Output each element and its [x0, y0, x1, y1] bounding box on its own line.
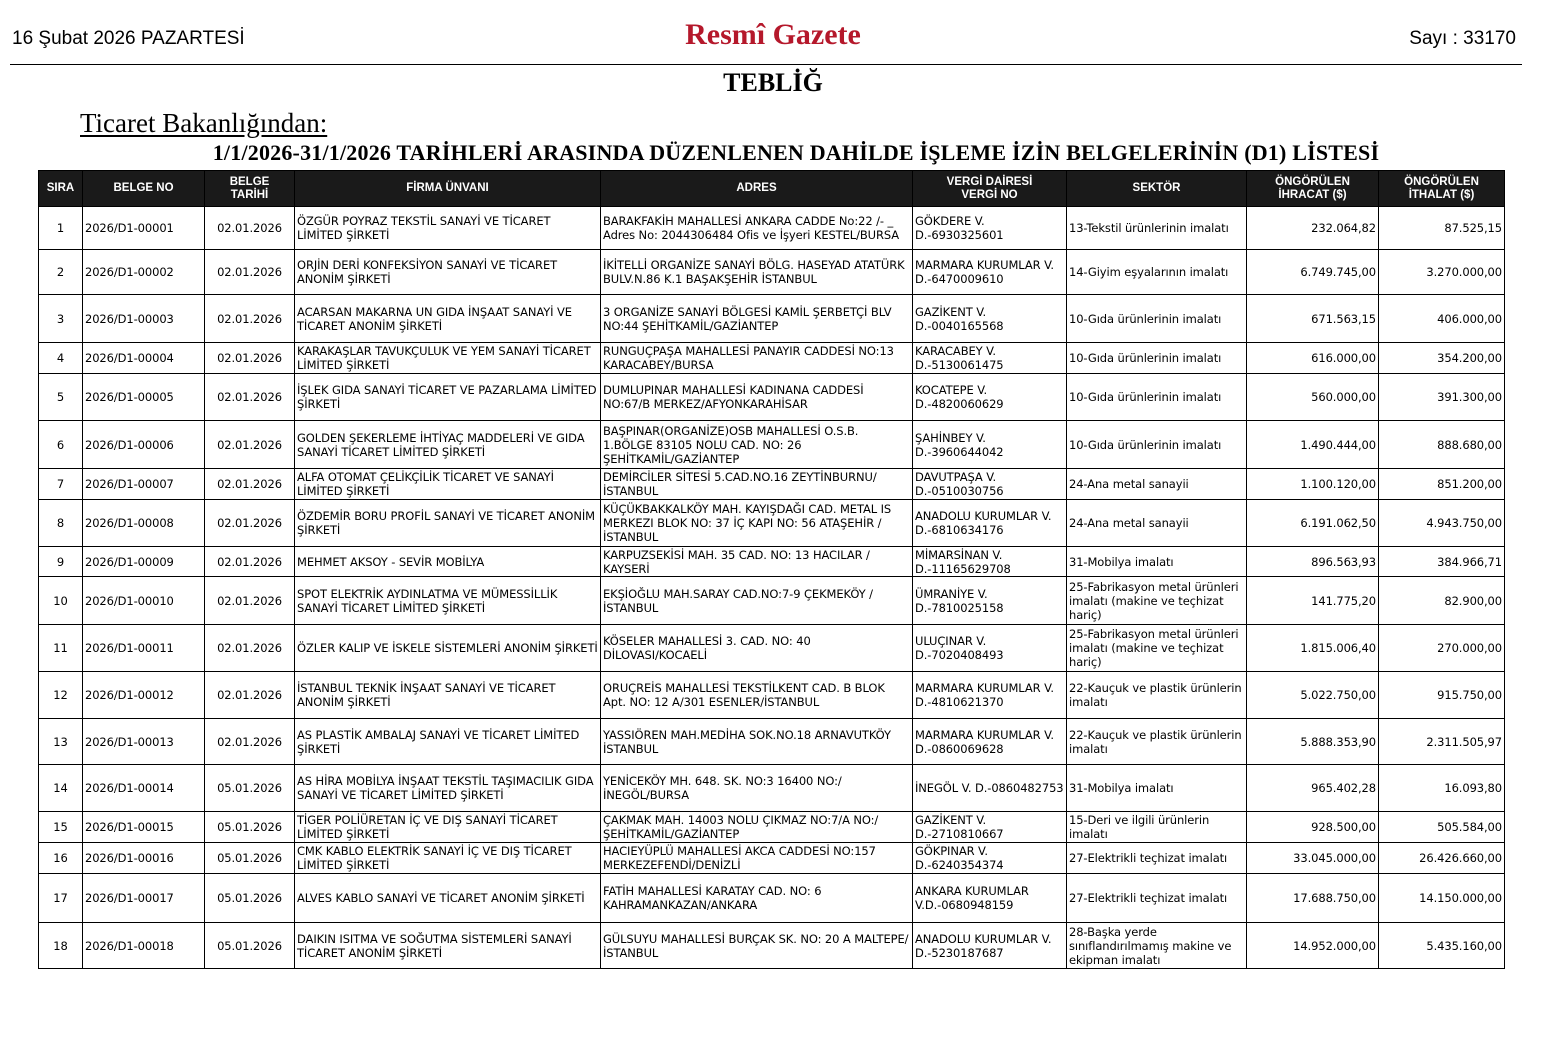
- cell-belge-no: 2026/D1-00010: [83, 577, 205, 625]
- col-vergi-label-2: VERGİ NO: [961, 188, 1018, 201]
- cell-vergi: GÖKPINAR V. D.-6240354374: [913, 843, 1067, 874]
- cell-tarih: 05.01.2026: [205, 812, 295, 843]
- col-adres: [601, 171, 913, 207]
- cell-sektor: 22-Kauçuk ve plastik ürünlerin imalatı: [1067, 719, 1247, 765]
- cell-sira: 16: [39, 843, 83, 874]
- cell-ithalat: 505.584,00: [1379, 812, 1505, 843]
- cell-vergi: MARMARA KURUMLAR V. D.-6470009610: [913, 250, 1067, 295]
- cell-firma: ÖZLER KALIP VE İSKELE SİSTEMLERİ ANONİM ŞİRKETİ: [295, 625, 601, 672]
- cell-tarih: 02.01.2026: [205, 577, 295, 625]
- col-sira-label: SIRA: [46, 182, 75, 194]
- cell-sira: 1: [39, 207, 83, 250]
- cell-firma: DAIKIN ISITMA VE SOĞUTMA SİSTEMLERİ SANAYİ TİCARET ANONİM ŞİRKETİ: [295, 923, 601, 969]
- cell-firma: KARAKAŞLAR TAVUKÇULUK VE YEM SANAYİ TİCARET LİMİTED ŞİRKETİ: [295, 343, 601, 374]
- cell-sira: 9: [39, 547, 83, 577]
- permit-list-table: [38, 170, 1505, 969]
- cell-belge-no: 2026/D1-00011: [83, 625, 205, 672]
- cell-ithalat: 14.150.000,00: [1379, 874, 1505, 923]
- col-vergi-label-1: VERGİ DAİRESİ: [946, 175, 1033, 188]
- cell-sektor: 10-Gıda ürünlerinin imalatı: [1067, 295, 1247, 343]
- col-ithalat: [1379, 171, 1505, 207]
- cell-ihracat: 560.000,00: [1247, 374, 1379, 421]
- cell-firma: İSTANBUL TEKNİK İNŞAAT SANAYİ VE TİCARET ANONİM ŞİRKETİ: [295, 672, 601, 719]
- cell-ithalat: 391.300,00: [1379, 374, 1505, 421]
- cell-firma: ACARSAN MAKARNA UN GIDA İNŞAAT SANAYİ VE TİCARET ANONİM ŞİRKETİ: [295, 295, 601, 343]
- cell-firma: AS PLASTİK AMBALAJ SANAYİ VE TİCARET LİMİTED ŞİRKETİ: [295, 719, 601, 765]
- cell-ihracat: 1.815.006,40: [1247, 625, 1379, 672]
- cell-belge-no: 2026/D1-00014: [83, 765, 205, 812]
- cell-sira: 18: [39, 923, 83, 969]
- col-adres-label: ADRES: [736, 182, 777, 194]
- cell-tarih: 05.01.2026: [205, 874, 295, 923]
- cell-sektor: 24-Ana metal sanayii: [1067, 469, 1247, 500]
- table-row: [39, 469, 1505, 500]
- cell-firma: ÖZGÜR POYRAZ TEKSTİL SANAYİ VE TİCARET LİMİTED ŞİRKETİ: [295, 207, 601, 250]
- cell-vergi: ANADOLU KURUMLAR V. D.-6810634176: [913, 500, 1067, 547]
- cell-ihracat: 5.022.750,00: [1247, 672, 1379, 719]
- cell-sira: 6: [39, 421, 83, 469]
- cell-tarih: 02.01.2026: [205, 672, 295, 719]
- cell-sektor: 13-Tekstil ürünlerinin imalatı: [1067, 207, 1247, 250]
- cell-belge-no: 2026/D1-00002: [83, 250, 205, 295]
- cell-adres: RUNGUÇPAŞA MAHALLESİ PANAYIR CADDESİ NO:13 KARACABEY/BURSA: [601, 343, 913, 374]
- cell-ihracat: 232.064,82: [1247, 207, 1379, 250]
- col-belge-tarihi-label-2: TARİHİ: [230, 188, 269, 201]
- table-header: [39, 171, 1505, 207]
- table-row: [39, 295, 1505, 343]
- cell-tarih: 02.01.2026: [205, 719, 295, 765]
- cell-ihracat: 965.402,28: [1247, 765, 1379, 812]
- header-divider: [10, 64, 1522, 65]
- cell-vergi: MİMARSİNAN V. D.-11165629708: [913, 547, 1067, 577]
- cell-adres: KÜÇÜKBAKKALKÖY MAH. KAYIŞDAĞI CAD. METAL IS MERKEZI BLOK NO: 37 İÇ KAPI NO: 56 ATAŞEHİR / İSTANBUL: [601, 500, 913, 547]
- cell-vergi: ŞAHİNBEY V. D.-3960644042: [913, 421, 1067, 469]
- cell-tarih: 05.01.2026: [205, 765, 295, 812]
- cell-sira: 4: [39, 343, 83, 374]
- cell-ihracat: 17.688.750,00: [1247, 874, 1379, 923]
- cell-adres: BARAKFAKİH MAHALLESİ ANKARA CADDE No:22 /- _ Adres No: 2044306484 Ofis ve İşyeri KESTEL/BURSA: [601, 207, 913, 250]
- col-firma: [295, 171, 601, 207]
- table-row: [39, 672, 1505, 719]
- cell-adres: 3 ORGANİZE SANAYİ BÖLGESİ KAMİL ŞERBETÇİ BLV NO:44 ŞEHİTKAMİL/GAZİANTEP: [601, 295, 913, 343]
- table-row: [39, 207, 1505, 250]
- cell-sektor: 31-Mobilya imalatı: [1067, 765, 1247, 812]
- col-belge-tarihi-label-1: BELGE: [229, 175, 270, 188]
- table-row: [39, 250, 1505, 295]
- cell-belge-no: 2026/D1-00007: [83, 469, 205, 500]
- cell-sira: 8: [39, 500, 83, 547]
- cell-vergi: MARMARA KURUMLAR V. D.-0860069628: [913, 719, 1067, 765]
- cell-sektor: 10-Gıda ürünlerinin imalatı: [1067, 343, 1247, 374]
- cell-sira: 15: [39, 812, 83, 843]
- cell-vergi: İNEGÖL V. D.-0860482753: [913, 765, 1067, 812]
- cell-sektor: 10-Gıda ürünlerinin imalatı: [1067, 421, 1247, 469]
- table-row: [39, 577, 1505, 625]
- col-sira: [39, 171, 83, 207]
- col-ithalat-label-2: İTHALAT ($): [1408, 188, 1475, 201]
- cell-sira: 5: [39, 374, 83, 421]
- gazette-title: Resmî Gazete: [685, 18, 861, 51]
- cell-belge-no: 2026/D1-00003: [83, 295, 205, 343]
- cell-sektor: 14-Giyim eşyalarının imalatı: [1067, 250, 1247, 295]
- cell-ihracat: 616.000,00: [1247, 343, 1379, 374]
- cell-tarih: 05.01.2026: [205, 843, 295, 874]
- cell-sektor: 25-Fabrikasyon metal ürünleri imalatı (makine ve teçhizat hariç): [1067, 625, 1247, 672]
- cell-adres: İKİTELLİ ORGANİZE SANAYİ BÖLG. HASEYAD ATATÜRK BULV.N.86 K.1 BAŞAKŞEHİR İSTANBUL: [601, 250, 913, 295]
- cell-belge-no: 2026/D1-00006: [83, 421, 205, 469]
- section-title: TEBLİĞ: [723, 68, 823, 97]
- cell-vergi: ULUÇINAR V. D.-7020408493: [913, 625, 1067, 672]
- cell-vergi: GAZİKENT V. D.-0040165568: [913, 295, 1067, 343]
- cell-belge-no: 2026/D1-00005: [83, 374, 205, 421]
- cell-adres: ÇAKMAK MAH. 14003 NOLU ÇIKMAZ NO:7/A NO:/ ŞEHİTKAMİL/GAZİANTEP: [601, 812, 913, 843]
- cell-ihracat: 141.775,20: [1247, 577, 1379, 625]
- col-sektor-label: SEKTÖR: [1132, 182, 1181, 194]
- cell-ithalat: 4.943.750,00: [1379, 500, 1505, 547]
- cell-firma: ALVES KABLO SANAYİ VE TİCARET ANONİM ŞİRKETİ: [295, 874, 601, 923]
- cell-firma: MEHMET AKSOY - SEVİR MOBİLYA: [295, 547, 601, 577]
- cell-belge-no: 2026/D1-00018: [83, 923, 205, 969]
- col-belge-no-label: BELGE NO: [113, 182, 174, 194]
- cell-adres: DUMLUPINAR MAHALLESİ KADINANA CADDESİ NO:67/B MERKEZ/AFYONKARAHİSAR: [601, 374, 913, 421]
- cell-tarih: 02.01.2026: [205, 421, 295, 469]
- cell-adres: HACIEYÜPLÜ MAHALLESİ AKCA CADDESİ NO:157 MERKEZEFENDİ/DENİZLİ: [601, 843, 913, 874]
- document-title: 1/1/2026-31/1/2026 TARİHLERİ ARASINDA DÜZENLENEN DAHİLDE İŞLEME İZİN BELGELERİNİN (D1) LİSTESİ: [212, 140, 1380, 165]
- cell-belge-no: 2026/D1-00009: [83, 547, 205, 577]
- cell-adres: KÖSELER MAHALLESİ 3. CAD. NO: 40 DİLOVASI/KOCAELİ: [601, 625, 913, 672]
- cell-ihracat: 1.490.444,00: [1247, 421, 1379, 469]
- cell-ihracat: 6.749.745,00: [1247, 250, 1379, 295]
- cell-sektor: 15-Deri ve ilgili ürünlerin imalatı: [1067, 812, 1247, 843]
- col-vergi: [913, 171, 1067, 207]
- cell-vergi: GÖKDERE V. D.-6930325601: [913, 207, 1067, 250]
- cell-sektor: 22-Kauçuk ve plastik ürünlerin imalatı: [1067, 672, 1247, 719]
- cell-tarih: 02.01.2026: [205, 295, 295, 343]
- cell-ithalat: 2.311.505,97: [1379, 719, 1505, 765]
- cell-ithalat: 354.200,00: [1379, 343, 1505, 374]
- ministry-name: Ticaret Bakanlığından:: [80, 108, 328, 138]
- cell-sira: 3: [39, 295, 83, 343]
- cell-ihracat: 14.952.000,00: [1247, 923, 1379, 969]
- table-row: [39, 625, 1505, 672]
- col-firma-label: FİRMA ÜNVANI: [406, 182, 489, 194]
- cell-ithalat: 384.966,71: [1379, 547, 1505, 577]
- cell-belge-no: 2026/D1-00001: [83, 207, 205, 250]
- cell-tarih: 02.01.2026: [205, 500, 295, 547]
- cell-sira: 12: [39, 672, 83, 719]
- cell-sektor: 28-Başka yerde sınıflandırılmamış makine ve ekipman imalatı: [1067, 923, 1247, 969]
- cell-tarih: 02.01.2026: [205, 250, 295, 295]
- cell-vergi: DAVUTPAŞA V. D.-0510030756: [913, 469, 1067, 500]
- cell-sira: 14: [39, 765, 83, 812]
- cell-sira: 11: [39, 625, 83, 672]
- cell-firma: GOLDEN ŞEKERLEME İHTİYAÇ MADDELERİ VE GIDA SANAYİ TİCARET LİMİTED ŞİRKETİ: [295, 421, 601, 469]
- table-row: [39, 374, 1505, 421]
- cell-sira: 17: [39, 874, 83, 923]
- cell-ithalat: 3.270.000,00: [1379, 250, 1505, 295]
- cell-adres: YASSIÖREN MAH.MEDİHA SOK.NO.18 ARNAVUTKÖY İSTANBUL: [601, 719, 913, 765]
- cell-ihracat: 6.191.062,50: [1247, 500, 1379, 547]
- cell-adres: KARPUZSEKİSİ MAH. 35 CAD. NO: 13 HACILAR / KAYSERİ: [601, 547, 913, 577]
- cell-adres: GÜLSUYU MAHALLESİ BURÇAK SK. NO: 20 A MALTEPE/İSTANBUL: [601, 923, 913, 969]
- cell-firma: SPOT ELEKTRİK AYDINLATMA VE MÜMESSİLLİK SANAYİ TİCARET LİMİTED ŞİRKETİ: [295, 577, 601, 625]
- cell-ihracat: 1.100.120,00: [1247, 469, 1379, 500]
- col-sektor: [1067, 171, 1247, 207]
- cell-ihracat: 671.563,15: [1247, 295, 1379, 343]
- cell-firma: TİGER POLİÜRETAN İÇ VE DIŞ SANAYİ TİCARET LİMİTED ŞİRKETİ: [295, 812, 601, 843]
- cell-tarih: 02.01.2026: [205, 343, 295, 374]
- cell-belge-no: 2026/D1-00008: [83, 500, 205, 547]
- col-belge-tarihi: [205, 171, 295, 207]
- col-belge-no: [83, 171, 205, 207]
- cell-belge-no: 2026/D1-00012: [83, 672, 205, 719]
- cell-firma: CMK KABLO ELEKTRİK SANAYİ İÇ VE DIŞ TİCARET LİMİTED ŞİRKETİ: [295, 843, 601, 874]
- cell-firma: ORJİN DERİ KONFEKSİYON SANAYİ VE TİCARET ANONİM ŞİRKETİ: [295, 250, 601, 295]
- cell-ihracat: 33.045.000,00: [1247, 843, 1379, 874]
- cell-ithalat: 270.000,00: [1379, 625, 1505, 672]
- table-row: [39, 812, 1505, 843]
- col-ihracat-label-2: İHRACAT ($): [1278, 188, 1347, 201]
- cell-adres: EKŞİOĞLU MAH.SARAY CAD.NO:7-9 ÇEKMEKÖY / İSTANBUL: [601, 577, 913, 625]
- cell-vergi: ANKARA KURUMLAR V.D.-0680948159: [913, 874, 1067, 923]
- cell-ithalat: 87.525,15: [1379, 207, 1505, 250]
- table-body: [39, 207, 1505, 969]
- cell-tarih: 02.01.2026: [205, 547, 295, 577]
- cell-sira: 2: [39, 250, 83, 295]
- cell-adres: ORUÇREİS MAHALLESİ TEKSTİLKENT CAD. B BLOK Apt. NO: 12 A/301 ESENLER/İSTANBUL: [601, 672, 913, 719]
- cell-ihracat: 928.500,00: [1247, 812, 1379, 843]
- cell-ithalat: 915.750,00: [1379, 672, 1505, 719]
- cell-vergi: MARMARA KURUMLAR V. D.-4810621370: [913, 672, 1067, 719]
- cell-ithalat: 406.000,00: [1379, 295, 1505, 343]
- cell-sektor: 25-Fabrikasyon metal ürünleri imalatı (makine ve teçhizat hariç): [1067, 577, 1247, 625]
- cell-ihracat: 5.888.353,90: [1247, 719, 1379, 765]
- cell-ithalat: 16.093,80: [1379, 765, 1505, 812]
- cell-ithalat: 888.680,00: [1379, 421, 1505, 469]
- table-row: [39, 719, 1505, 765]
- cell-sektor: 10-Gıda ürünlerinin imalatı: [1067, 374, 1247, 421]
- cell-firma: İŞLEK GIDA SANAYİ TİCARET VE PAZARLAMA LİMİTED ŞİRKETİ: [295, 374, 601, 421]
- cell-sira: 10: [39, 577, 83, 625]
- table-row: [39, 765, 1505, 812]
- cell-tarih: 02.01.2026: [205, 469, 295, 500]
- cell-tarih: 02.01.2026: [205, 625, 295, 672]
- cell-vergi: ANADOLU KURUMLAR V. D.-5230187687: [913, 923, 1067, 969]
- cell-tarih: 02.01.2026: [205, 374, 295, 421]
- cell-ithalat: 851.200,00: [1379, 469, 1505, 500]
- cell-tarih: 05.01.2026: [205, 923, 295, 969]
- table-row: [39, 874, 1505, 923]
- cell-belge-no: 2026/D1-00013: [83, 719, 205, 765]
- cell-vergi: GAZİKENT V. D.-2710810667: [913, 812, 1067, 843]
- cell-tarih: 02.01.2026: [205, 207, 295, 250]
- cell-firma: ÖZDEMİR BORU PROFİL SANAYİ VE TİCARET ANONİM ŞİRKETİ: [295, 500, 601, 547]
- cell-sektor: 27-Elektrikli teçhizat imalatı: [1067, 874, 1247, 923]
- cell-firma: ALFA OTOMAT ÇELİKÇİLİK TİCARET VE SANAYİ LİMİTED ŞİRKETİ: [295, 469, 601, 500]
- cell-adres: YENİCEKÖY MH. 648. SK. NO:3 16400 NO:/ İNEGÖL/BURSA: [601, 765, 913, 812]
- cell-sektor: 24-Ana metal sanayii: [1067, 500, 1247, 547]
- cell-ithalat: 26.426.660,00: [1379, 843, 1505, 874]
- table-row: [39, 421, 1505, 469]
- table-row: [39, 500, 1505, 547]
- cell-sektor: 31-Mobilya imalatı: [1067, 547, 1247, 577]
- col-ihracat-label-1: ÖNGÖRÜLEN: [1275, 175, 1350, 188]
- cell-belge-no: 2026/D1-00015: [83, 812, 205, 843]
- cell-adres: BAŞPINAR(ORGANİZE)OSB MAHALLESİ O.S.B. 1.BÖLGE 83105 NOLU CAD. NO: 26 ŞEHİTKAMİL/GAZİANTEP: [601, 421, 913, 469]
- cell-adres: FATİH MAHALLESİ KARATAY CAD. NO: 6 KAHRAMANKAZAN/ANKARA: [601, 874, 913, 923]
- cell-firma: AS HİRA MOBİLYA İNŞAAT TEKSTİL TAŞIMACILIK GIDA SANAYİ VE TİCARET LİMİTED ŞİRKETİ: [295, 765, 601, 812]
- cell-ihracat: 896.563,93: [1247, 547, 1379, 577]
- table-row: [39, 547, 1505, 577]
- header-row: [39, 171, 1505, 207]
- cell-vergi: ÜMRANİYE V. D.-7810025158: [913, 577, 1067, 625]
- cell-ithalat: 82.900,00: [1379, 577, 1505, 625]
- cell-belge-no: 2026/D1-00017: [83, 874, 205, 923]
- table-row: [39, 343, 1505, 374]
- cell-adres: DEMİRCİLER SİTESİ 5.CAD.NO.16 ZEYTİNBURNU/İSTANBUL: [601, 469, 913, 500]
- cell-sektor: 27-Elektrikli teçhizat imalatı: [1067, 843, 1247, 874]
- cell-sira: 13: [39, 719, 83, 765]
- cell-sira: 7: [39, 469, 83, 500]
- cell-vergi: KARACABEY V. D.-5130061475: [913, 343, 1067, 374]
- col-ihracat: [1247, 171, 1379, 207]
- cell-ithalat: 5.435.160,00: [1379, 923, 1505, 969]
- table-row: [39, 843, 1505, 874]
- issue-number: Sayı : 33170: [1409, 28, 1516, 49]
- table-row: [39, 923, 1505, 969]
- cell-belge-no: 2026/D1-00004: [83, 343, 205, 374]
- col-ithalat-label-1: ÖNGÖRÜLEN: [1404, 175, 1479, 188]
- cell-belge-no: 2026/D1-00016: [83, 843, 205, 874]
- cell-vergi: KOCATEPE V. D.-4820060629: [913, 374, 1067, 421]
- header-date: 16 Şubat 2026 PAZARTESİ: [12, 28, 245, 49]
